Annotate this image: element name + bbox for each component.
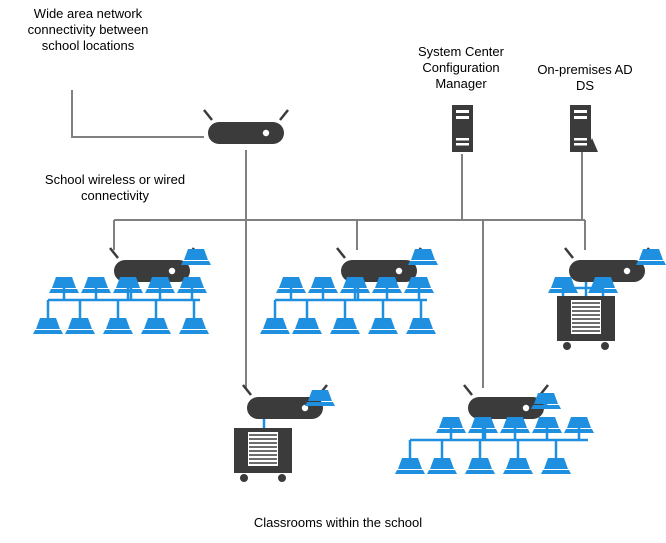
classrooms-label: Classrooms within the school xyxy=(253,515,423,530)
wan-connectivity-label: Wide area network connectivity between school locations xyxy=(27,6,149,53)
laptop-5-6[interactable] xyxy=(395,458,425,474)
laptop-5-5[interactable] xyxy=(564,417,594,433)
laptop-1-2[interactable] xyxy=(81,277,111,293)
laptop-2-10[interactable] xyxy=(406,318,436,334)
laptop-5-1[interactable] xyxy=(436,417,466,433)
laptop-5-9[interactable] xyxy=(503,458,533,474)
on-premises-adds-label: On-premises AD DS xyxy=(537,62,633,93)
laptop-5-3[interactable] xyxy=(500,417,530,433)
laptop-2-9[interactable] xyxy=(368,318,398,334)
laptop-5-2[interactable] xyxy=(468,417,498,433)
laptop-1-10[interactable] xyxy=(179,318,209,334)
laptop-2-1[interactable] xyxy=(276,277,306,293)
school-connectivity-label: School wireless or wired connectivity xyxy=(44,172,186,203)
printer-classroom-3[interactable] xyxy=(557,296,615,350)
laptop-2-8[interactable] xyxy=(330,318,360,334)
laptop-router-5-top[interactable] xyxy=(531,393,561,409)
server-system-center-configuration-manager[interactable] xyxy=(452,105,473,152)
laptop-1-6[interactable] xyxy=(33,318,63,334)
laptop-1-9[interactable] xyxy=(141,318,171,334)
laptop-5-7[interactable] xyxy=(427,458,457,474)
laptop-5-8[interactable] xyxy=(465,458,495,474)
laptop-2-7[interactable] xyxy=(292,318,322,334)
laptop-1-1[interactable] xyxy=(49,277,79,293)
laptop-5-4[interactable] xyxy=(532,417,562,433)
laptop-2-6[interactable] xyxy=(260,318,290,334)
laptop-router-1-top[interactable] xyxy=(181,249,211,265)
printer-classroom-4[interactable] xyxy=(234,428,292,482)
sccm-label: System Center Configuration Manager xyxy=(418,44,504,91)
server-on-premises-ad-ds[interactable] xyxy=(570,105,591,152)
laptop-router-3-top[interactable] xyxy=(636,249,666,265)
laptop-2-2[interactable] xyxy=(308,277,338,293)
laptop-router-4-top[interactable] xyxy=(305,390,335,406)
laptop-1-7[interactable] xyxy=(65,318,95,334)
laptop-router-2-top[interactable] xyxy=(408,249,438,265)
laptop-5-10[interactable] xyxy=(541,458,571,474)
laptop-1-8[interactable] xyxy=(103,318,133,334)
router-wan-edge[interactable] xyxy=(204,110,288,144)
